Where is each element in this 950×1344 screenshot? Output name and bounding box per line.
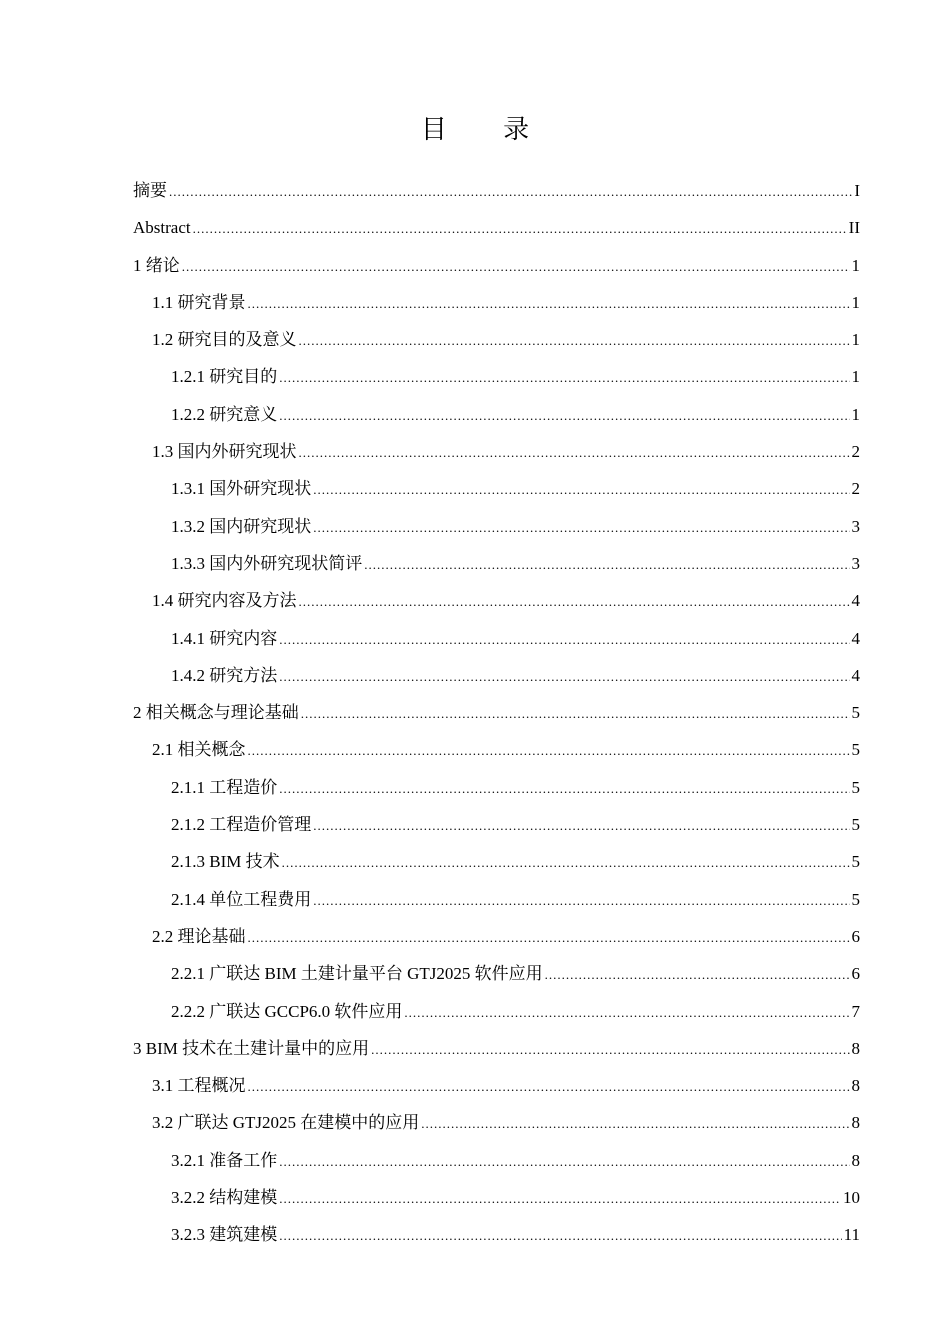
toc-entry[interactable] [133,731,860,768]
toc-entry-page-number: 8 [851,1113,860,1133]
toc-leader-dots [371,1031,849,1068]
toc-entry-page-number: 5 [851,777,860,797]
toc-entry-text: 1.2 研究目的及意义 [152,330,297,350]
toc-entry-page-number: 1 [851,330,860,350]
toc-entry-page-number: 11 [843,1225,860,1245]
toc-entry[interactable] [133,843,860,880]
toc-entry[interactable] [133,358,860,395]
toc-entry-page-number: 2 [851,442,860,462]
toc-leader-dots [313,509,849,546]
toc-entry[interactable] [133,620,860,657]
toc-entry-text: 摘要 [133,181,167,200]
toc-entry-page-number: 5 [851,889,860,909]
toc-entry[interactable] [133,284,860,321]
toc-entry[interactable] [133,172,860,209]
toc-entry-text: 3.2 广联达 GTJ2025 在建模中的应用 [152,1113,420,1133]
toc-leader-dots [545,956,850,993]
toc-entry-page-number: 4 [851,628,860,648]
toc-entry-text: 3.2.2 结构建模 [171,1188,278,1208]
toc-entry[interactable] [133,694,860,731]
toc-leader-dots [248,285,850,322]
toc-entry-text: 1.3.3 国内外研究现状简评 [171,553,363,573]
toc-entry-page-number: I [854,181,860,200]
toc-entry-page-number: 6 [851,926,860,946]
toc-entry-page-number: 5 [851,852,860,872]
toc-entry[interactable] [133,396,860,433]
toc-leader-dots [182,248,850,285]
toc-entry-text: 1 绪论 [133,255,180,275]
toc-entry-text: 2.1.3 BIM 技术 [171,852,280,872]
toc-entry-page-number: 4 [851,591,860,611]
toc-entry[interactable] [133,508,860,545]
toc-entry-text: 2.1.4 单位工程费用 [171,889,312,909]
toc-entry-page-number: 1 [851,367,860,387]
toc-entry-page-number: 5 [851,740,860,760]
toc-leader-dots [248,919,850,956]
toc-leader-dots [364,546,849,583]
toc-entry-text: 3 BIM 技术在土建计量中的应用 [133,1038,370,1058]
toc-entry-page-number: 1 [851,404,860,424]
toc-leader-dots [301,695,850,732]
toc-entry-text: 2.2.2 广联达 GCCP6.0 软件应用 [171,1001,403,1021]
toc-entry-text: 1.3 国内外研究现状 [152,442,297,462]
toc-leader-dots [279,658,849,695]
toc-entry-page-number: 5 [851,703,860,723]
toc-entry-page-number: 8 [851,1076,860,1096]
toc-entry-text: 1.3.2 国内研究现状 [171,516,312,536]
toc-leader-dots [279,359,849,396]
toc-leader-dots [421,1105,849,1142]
toc-entry-text: 1.1 研究背景 [152,292,246,312]
toc-entry-page-number: 8 [851,1038,860,1058]
toc-entry[interactable] [133,1216,860,1253]
toc-entry[interactable] [133,993,860,1030]
toc-entry-text: 2.1.2 工程造价管理 [171,815,312,835]
toc-entry[interactable] [133,470,860,507]
toc-leader-dots [299,322,850,359]
toc-entry[interactable] [133,881,860,918]
toc-entry[interactable] [133,1179,860,1216]
toc-entry[interactable] [133,955,860,992]
toc-entry[interactable] [133,545,860,582]
toc-entry-text: 3.1 工程概况 [152,1076,246,1096]
toc-entry-text: Abstract [133,218,191,238]
toc-leader-dots [299,434,850,471]
toc-leader-dots [279,770,849,807]
toc-entry-text: 3.2.1 准备工作 [171,1150,278,1170]
toc-leader-dots [279,1180,841,1217]
toc-entry[interactable] [133,806,860,843]
toc-entry-page-number: 7 [851,1001,860,1021]
toc-leader-dots [313,807,849,844]
toc-entry[interactable] [133,582,860,619]
toc-leader-dots [279,621,849,658]
toc-leader-dots [279,1143,849,1180]
toc-entry-page-number: 6 [851,964,860,984]
toc-entry-text: 2.1.1 工程造价 [171,777,278,797]
toc-entry-text: 2.2 理论基础 [152,926,246,946]
toc-leader-dots [299,583,850,620]
toc-entry[interactable] [133,1104,860,1141]
toc-entry[interactable] [133,209,860,246]
toc-entry-text: 1.4 研究内容及方法 [152,591,297,611]
toc-entry-page-number: 3 [851,553,860,573]
toc-entry-text: 1.4.1 研究内容 [171,628,278,648]
toc-entry-page-number: 8 [851,1150,860,1170]
toc-entry[interactable] [133,769,860,806]
toc-entry-text: 3.2.3 建筑建模 [171,1225,278,1245]
toc-entry-page-number: 4 [851,665,860,685]
toc-leader-dots [313,882,849,919]
toc-entry-text: 1.3.1 国外研究现状 [171,479,312,499]
toc-list [133,172,860,1254]
toc-entry-page-number: 2 [851,479,860,499]
toc-leader-dots [193,210,847,247]
toc-entry-page-number: 1 [851,292,860,312]
toc-leader-dots [404,994,849,1031]
toc-entry-text: 2.1 相关概念 [152,740,246,760]
toc-entry-text: 2 相关概念与理论基础 [133,703,299,723]
toc-entry[interactable] [133,1142,860,1179]
toc-title: 目 录 [420,115,554,145]
toc-entry[interactable] [133,433,860,470]
toc-entry-text: 2.2.1 广联达 BIM 土建计量平台 GTJ2025 软件应用 [171,964,543,984]
toc-entry-text: 1.2.1 研究目的 [171,367,278,387]
toc-entry-text: 1.4.2 研究方法 [171,665,278,685]
toc-entry[interactable] [133,247,860,284]
toc-leader-dots [282,844,850,881]
toc-entry-text: 1.2.2 研究意义 [171,404,278,424]
toc-leader-dots [248,1068,850,1105]
toc-entry[interactable] [133,657,860,694]
toc-entry[interactable] [133,1067,860,1104]
toc-entry-page-number: 10 [843,1188,860,1208]
toc-entry-page-number: 5 [851,815,860,835]
toc-entry[interactable] [133,918,860,955]
toc-entry[interactable] [133,321,860,358]
toc-leader-dots [313,471,849,508]
toc-entry[interactable] [133,1030,860,1067]
toc-leader-dots [279,1217,841,1254]
toc-leader-dots [279,397,849,434]
toc-leader-dots [248,732,850,769]
toc-entry-page-number: 3 [851,516,860,536]
toc-entry-page-number: 1 [851,255,860,275]
toc-entry-page-number: II [848,218,860,238]
toc-leader-dots [169,173,852,210]
